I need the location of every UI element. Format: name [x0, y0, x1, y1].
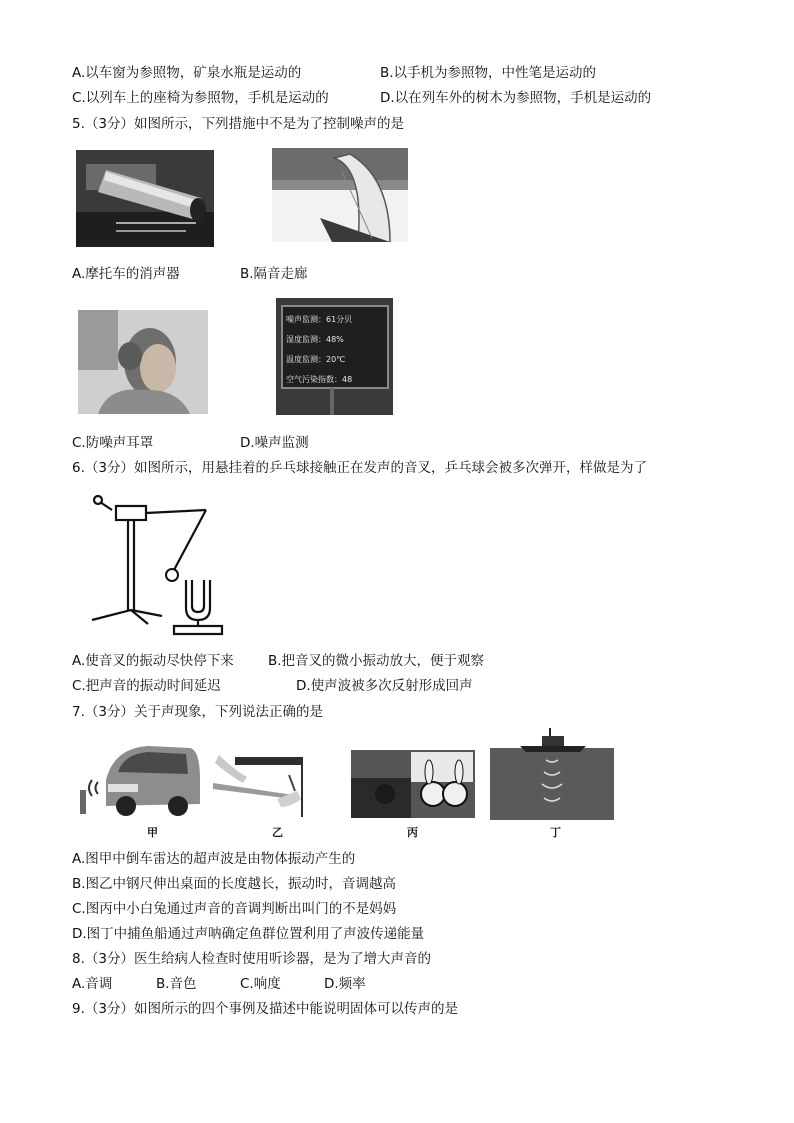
reversing-radar-photo: [78, 740, 200, 818]
q4-option-d: D.以在列车外的树木为参照物，手机是运动的: [380, 90, 652, 106]
caption-ding: 丁: [550, 826, 561, 839]
q6-stem: 6.（3分）如图所示，用悬挂着的乒乓球接触正在发声的音叉，乒乓球会被多次弹开，样做是为了: [72, 460, 647, 476]
monitor-row: 空气污染指数：48: [286, 375, 353, 384]
corridor-photo: [272, 148, 408, 242]
muffler-photo: [76, 150, 214, 247]
q5-option-c: C.防噪声耳罩: [72, 435, 154, 451]
monitor-row: 湿度监测：48%: [286, 335, 344, 344]
monitor-row: 温度监测：20℃: [286, 355, 346, 364]
q6-option-d: D.使声波被多次反射形成回声: [296, 678, 473, 694]
q8-stem: 8.（3分）医生给病人检查时使用听诊器，是为了增大声音的: [72, 951, 431, 967]
q8-option-d: D.频率: [324, 976, 366, 992]
q7-option-d: D.图丁中捕鱼船通过声呐确定鱼群位置利用了声波传递能量: [72, 926, 425, 942]
sonar-boat-photo: [490, 726, 614, 820]
caption-bing: 丙: [407, 826, 418, 839]
q8-option-c: C.响度: [240, 976, 281, 992]
rabbit-illustration: [351, 750, 475, 818]
q8-option-b: B.音色: [156, 976, 197, 992]
q5-option-a: A.摩托车的消声器: [72, 266, 180, 282]
monitor-row: 噪声监测：61分贝: [286, 315, 353, 324]
earmuffs-photo: [78, 310, 208, 414]
earmuffs-illustration: [78, 310, 208, 414]
q7-stem: 7.（3分）关于声现象，下列说法正确的是: [72, 704, 323, 720]
q6-option-a: A.使音叉的振动尽快停下来: [72, 653, 234, 669]
rabbit-cartoon-photo: [351, 750, 475, 818]
q6-option-c: C.把声音的振动时间延迟: [72, 678, 221, 694]
caption-jia: 甲: [147, 826, 158, 839]
car-illustration: [78, 740, 200, 818]
q4-option-b: B.以手机为参照物，中性笔是运动的: [380, 65, 597, 81]
q4-option-a: A.以车窗为参照物，矿泉水瓶是运动的: [72, 65, 302, 81]
q5-option-b: B.隔音走廊: [240, 266, 308, 282]
monitor-board-text: [286, 310, 386, 390]
q7-option-c: C.图丙中小白兔通过声音的音调判断出叫门的不是妈妈: [72, 901, 397, 917]
q5-stem: 5.（3分）如图所示，下列措施中不是为了控制噪声的是: [72, 116, 404, 132]
corridor-illustration: [272, 148, 408, 242]
tuning-fork-diagram: [82, 488, 232, 638]
noise-monitor-photo: [276, 298, 393, 415]
q6-option-b: B.把音叉的微小振动放大，便于观察: [268, 653, 485, 669]
q4-option-c: C.以列车上的座椅为参照物，手机是运动的: [72, 90, 329, 106]
muffler-illustration: [76, 150, 214, 247]
q8-option-a: A.音调: [72, 976, 113, 992]
caption-yi: 乙: [272, 826, 283, 839]
sonar-illustration: [490, 726, 614, 820]
q7-option-a: A.图甲中倒车雷达的超声波是由物体振动产生的: [72, 851, 356, 867]
q7-option-b: B.图乙中钢尺伸出桌面的长度越长，振动时，音调越高: [72, 876, 397, 892]
ruler-illustration: [213, 755, 303, 819]
ruler-photo: [213, 755, 303, 819]
q9-stem: 9.（3分）如图所示的四个事例及描述中能说明固体可以传声的是: [72, 1001, 458, 1017]
q5-option-d: D.噪声监测: [240, 435, 309, 451]
